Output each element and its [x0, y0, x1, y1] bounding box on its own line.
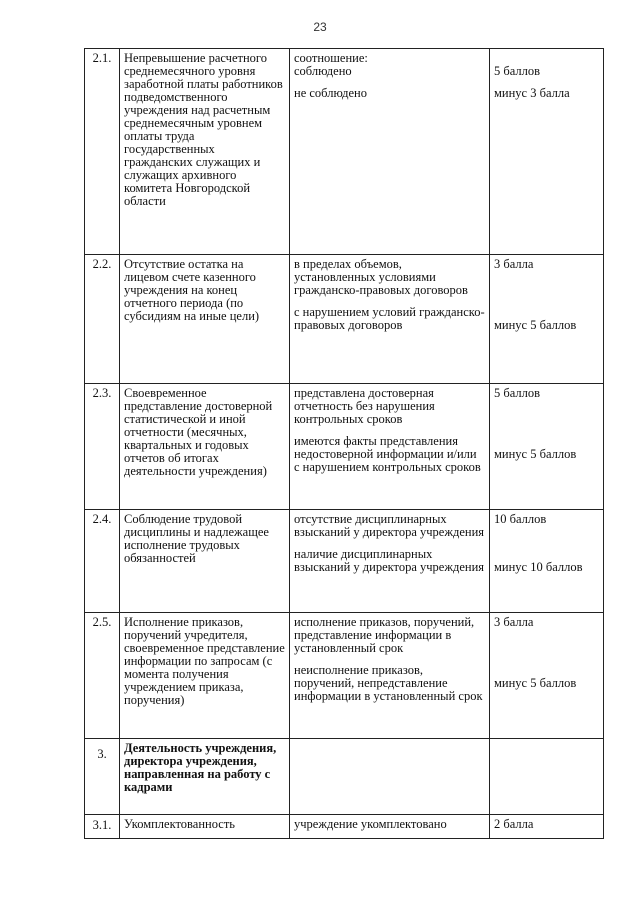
points-value: минус 5 баллов	[494, 447, 577, 461]
condition-text: отсутствие дисциплинарных взысканий у директора учреждения	[294, 512, 485, 539]
points-cell	[490, 510, 604, 613]
criteria-table	[84, 48, 604, 839]
points-cell	[490, 384, 604, 510]
condition-cell	[290, 739, 490, 815]
criterion-text: Отсутствие остатка на лицевом счете казенного учреждения на конец отчетного периода (по субсидиям на иные цели)	[120, 255, 290, 384]
condition-text: представлена достоверная отчетность без нарушения контрольных сроков	[294, 386, 435, 426]
condition-cell	[290, 510, 490, 613]
criterion-text: Укомплектованность	[120, 815, 290, 839]
condition-text: не соблюдено	[294, 86, 367, 100]
points-value: минус 5 баллов	[494, 318, 577, 332]
row-number: 2.2.	[85, 255, 120, 384]
table-row	[85, 255, 604, 384]
criterion-text: Соблюдение трудовой дисциплины и надлежащее исполнение трудовых обязанностей	[120, 510, 290, 613]
points-cell	[490, 739, 604, 815]
points-value: 5 баллов	[494, 64, 541, 78]
points-value: 5 баллов	[494, 386, 541, 400]
points-cell	[490, 815, 604, 839]
condition-cell	[290, 49, 490, 255]
condition-text: неисполнение приказов, поручений, непредставление информации в установленный срок	[294, 663, 483, 703]
table-row	[85, 49, 604, 255]
criterion-text: Исполнение приказов, поручений учредителя, своевременное представление информации по запросам (с момента получения учреждением приказа, поручения)	[120, 613, 290, 739]
table-row	[85, 510, 604, 613]
page-number: 23	[313, 20, 327, 34]
condition-text: исполнение приказов, поручений, представление информации в установленный срок	[294, 615, 475, 655]
points-cell	[490, 255, 604, 384]
section-heading: Деятельность учреждения, директора учреждения, направленная на работу с кадрами	[120, 739, 290, 815]
points-value: минус 3 балла	[494, 86, 570, 100]
condition-text: в пределах объемов, установленных условиями гражданско-правовых договоров	[294, 257, 468, 297]
points-value: 3 балла	[494, 615, 534, 629]
table-row	[85, 384, 604, 510]
points-value: минус 10 баллов	[494, 560, 583, 574]
condition-cell	[290, 384, 490, 510]
condition-text: наличие дисциплинарных взысканий у директора учреждения	[294, 547, 485, 574]
points-cell	[490, 49, 604, 255]
points-value: 10 баллов	[494, 512, 547, 526]
points-value: минус 5 баллов	[494, 676, 577, 690]
points-cell	[490, 613, 604, 739]
condition-text: соблюдено	[294, 64, 352, 78]
row-number: 2.5.	[85, 613, 120, 739]
row-number: 2.1.	[85, 49, 120, 255]
condition-text: учреждение укомплектовано	[294, 817, 447, 831]
table-row	[85, 815, 604, 839]
condition-text: с нарушением условий гражданско-правовых договоров	[294, 305, 485, 332]
row-number: 2.4.	[85, 510, 120, 613]
points-value: 2 балла	[494, 817, 534, 831]
row-number: 3.1.	[85, 815, 120, 839]
condition-text: имеются факты представления недостоверной информации и/или с нарушением контрольных сроков	[294, 434, 481, 474]
criterion-text: Непревышение расчетного среднемесячного уровня заработной платы работников подведомственного учреждения над расчетным среднемесячным уровнем оплаты труда государственных гражданских служащих и служащих архивного комитета Новгородской области	[120, 49, 290, 255]
criterion-text: Своевременное представление достоверной статистической и иной отчетности (месячных, квартальных и годовых отчетов об итогах деятельности учреждения)	[120, 384, 290, 510]
table-row	[85, 739, 604, 815]
condition-cell	[290, 255, 490, 384]
condition-heading: соотношение:	[294, 51, 368, 65]
row-number: 2.3.	[85, 384, 120, 510]
points-value: 3 балла	[494, 257, 534, 271]
table-row	[85, 613, 604, 739]
row-number: 3.	[85, 739, 120, 815]
condition-cell	[290, 613, 490, 739]
condition-cell	[290, 815, 490, 839]
